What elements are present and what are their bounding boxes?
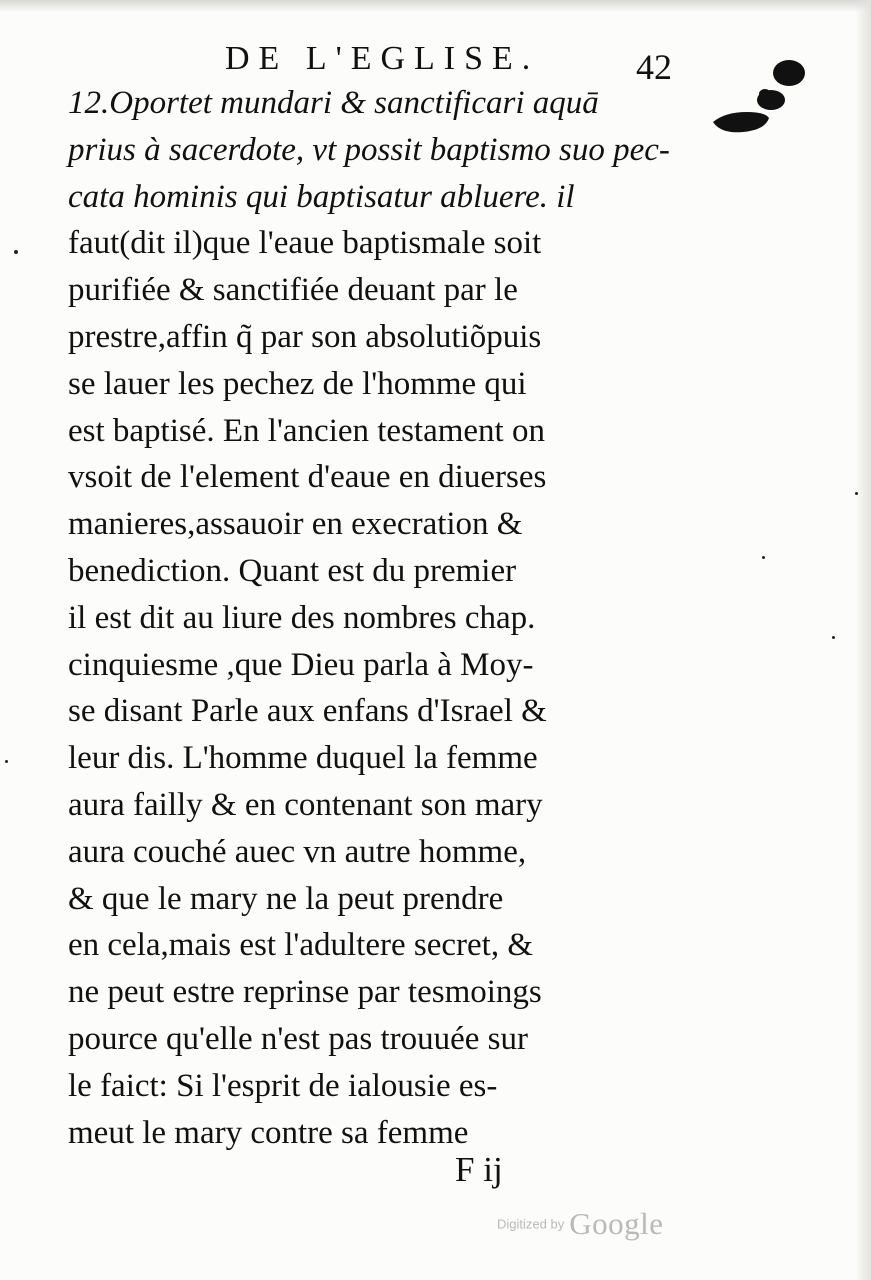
ink-speck: [832, 636, 835, 639]
ink-speck: [762, 556, 765, 559]
text-line: se disant Parle aux enfans d'Israel &: [68, 693, 547, 730]
text-line: benediction. Quant est du premier: [68, 552, 517, 589]
text-line: est baptisé. En l'ancien testament on: [68, 412, 545, 449]
text-line: le faict: Si l'esprit de ialousie es-: [68, 1067, 498, 1104]
page-number: 42: [636, 47, 672, 87]
text-line: cata hominis qui baptisatur abluere. il: [68, 178, 575, 215]
text-line: prius à sacerdote, vt possit baptismo suo pec-: [68, 131, 670, 168]
text-line: purifiée & sanctifiée deuant par le: [68, 272, 518, 309]
watermark-prefix: Digitized by: [497, 1216, 565, 1232]
text-line: ne peut estre reprinse par tesmoings: [68, 974, 542, 1011]
body-text: [68, 80, 708, 1156]
text-line: aura failly & en contenant son mary: [68, 786, 543, 823]
text-line: & que le mary ne la peut prendre: [68, 880, 504, 917]
text-line: meut le mary contre sa femme: [68, 1114, 469, 1151]
text-line: il est dit au liure des nombres chap.: [68, 599, 536, 636]
page-top-shadow: [0, 0, 871, 12]
digitized-watermark: [497, 1206, 664, 1242]
ink-blot-icon: [705, 56, 815, 146]
text-line: leur dis. L'homme duquel la femme: [68, 740, 538, 777]
text-line: se lauer les pechez de l'homme qui: [68, 365, 527, 402]
running-head: DE L'EGLISE.: [225, 40, 540, 77]
text-line: pource qu'elle n'est pas trouuée sur: [68, 1020, 528, 1057]
text-line: aura couché auec vn autre homme,: [68, 833, 527, 870]
ink-speck: [5, 760, 8, 763]
text-line: en cela,mais est l'adultere secret, &: [68, 927, 533, 964]
watermark-brand: Google: [569, 1206, 664, 1241]
text-line: vsoit de l'element d'eaue en diuerses: [68, 459, 547, 496]
page-right-shadow: [855, 0, 871, 1280]
text-line: faut(dit il)que l'eaue baptismale soit: [68, 225, 542, 262]
ink-speck: [855, 492, 858, 495]
text-line: manieres,assauoir en execration &: [68, 506, 523, 543]
signature-mark: F ij: [455, 1150, 503, 1189]
text-line: prestre,affin q̃ par son absolutiõpuis: [68, 318, 542, 355]
text-line: 12.Oportet mundari & sanctificari aquā: [68, 85, 599, 121]
ink-speck: [14, 250, 18, 254]
text-line: cinquiesme ,que Dieu parla à Moy-: [68, 646, 534, 683]
